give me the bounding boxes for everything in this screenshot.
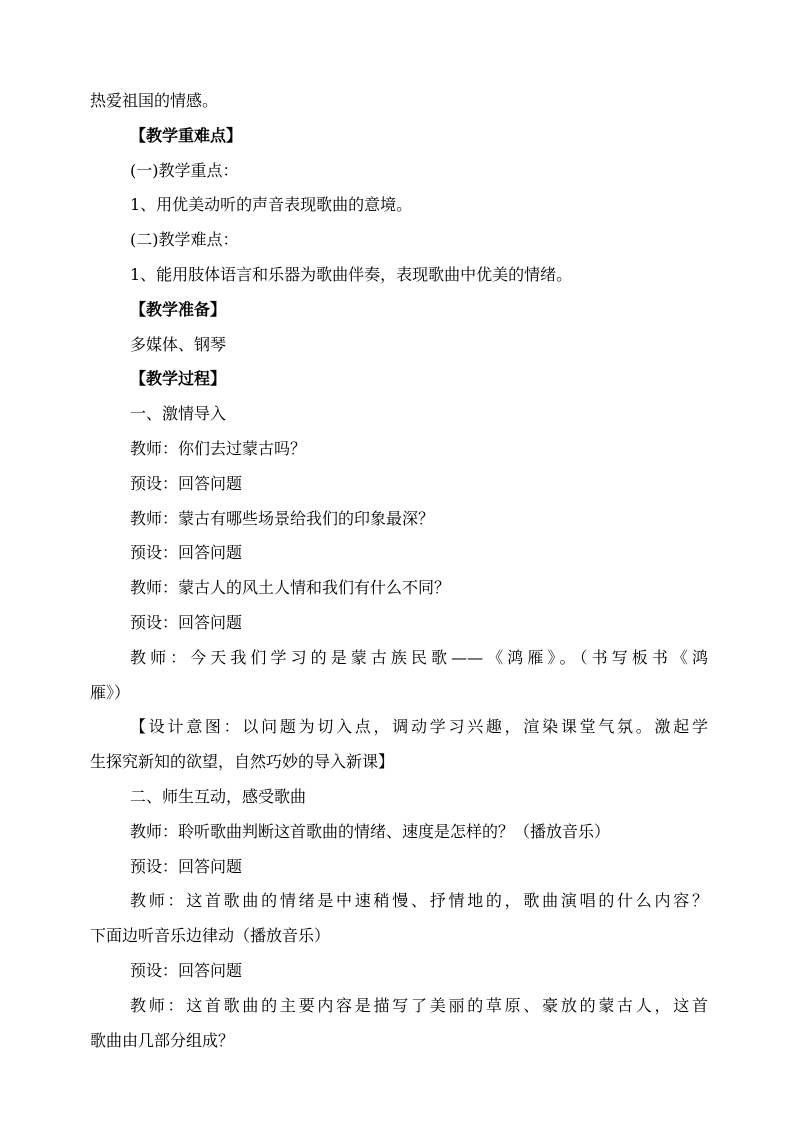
subheading-interaction: 二、师生互动，感受歌曲 <box>130 786 307 806</box>
dialogue-line: 教师：今天我们学习的是蒙古族民歌——《鸿雁》。（书写板书《鸿 <box>130 647 708 667</box>
dialogue-line: 教师：蒙古有哪些场景给我们的印象最深？ <box>130 508 435 528</box>
text-line: 多媒体、钢琴 <box>130 334 227 354</box>
dialogue-line: 预设：回答问题 <box>130 473 243 493</box>
dialogue-line: 教师：你们去过蒙古吗？ <box>130 438 307 458</box>
dialogue-line-continued: 下面边听音乐边律动（播放音乐） <box>90 926 331 946</box>
subheading-difficult-point: (二)教学难点： <box>130 230 239 250</box>
dialogue-line-continued: 雁》） <box>90 682 131 702</box>
subheading-key-point: (一)教学重点： <box>130 160 239 180</box>
text-line: 热爱祖国的情感。 <box>90 91 219 110</box>
document-body <box>90 84 708 1058</box>
dialogue-line: 教师：这首歌曲的主要内容是描写了美丽的草原、豪放的蒙古人，这首 <box>130 995 708 1015</box>
section-heading-process: 【教学过程】 <box>130 369 227 389</box>
text-line: 1、用优美动听的声音表现歌曲的意境。 <box>130 195 413 215</box>
dialogue-line: 教师：聆听歌曲判断这首歌曲的情绪、速度是怎样的？（播放音乐） <box>130 821 611 841</box>
subheading-intro: 一、激情导入 <box>130 404 227 424</box>
dialogue-line: 预设：回答问题 <box>130 543 243 563</box>
dialogue-line: 预设：回答问题 <box>130 960 243 980</box>
dialogue-line-continued: 歌曲由几部分组成？ <box>90 1030 235 1050</box>
dialogue-line: 预设：回答问题 <box>130 612 243 632</box>
section-heading-key-points: 【教学重难点】 <box>130 125 243 145</box>
section-heading-preparation: 【教学准备】 <box>130 299 227 319</box>
dialogue-line: 教师：蒙古人的风土人情和我们有什么不同？ <box>130 578 451 598</box>
text-line: 1、能用肢体语言和乐器为歌曲伴奏，表现歌曲中优美的情绪。 <box>130 264 573 284</box>
dialogue-line: 教师：这首歌曲的情绪是中速稍慢、抒情地的，歌曲演唱的什么内容？ <box>130 891 708 911</box>
dialogue-line: 预设：回答问题 <box>130 856 243 876</box>
design-intent-line: 【设计意图：以问题为切入点，调动学习兴趣，渲染课堂气氛。激起学 <box>130 717 708 737</box>
design-intent-line-continued: 生探究新知的欲望，自然巧妙的导入新课】 <box>90 752 395 772</box>
